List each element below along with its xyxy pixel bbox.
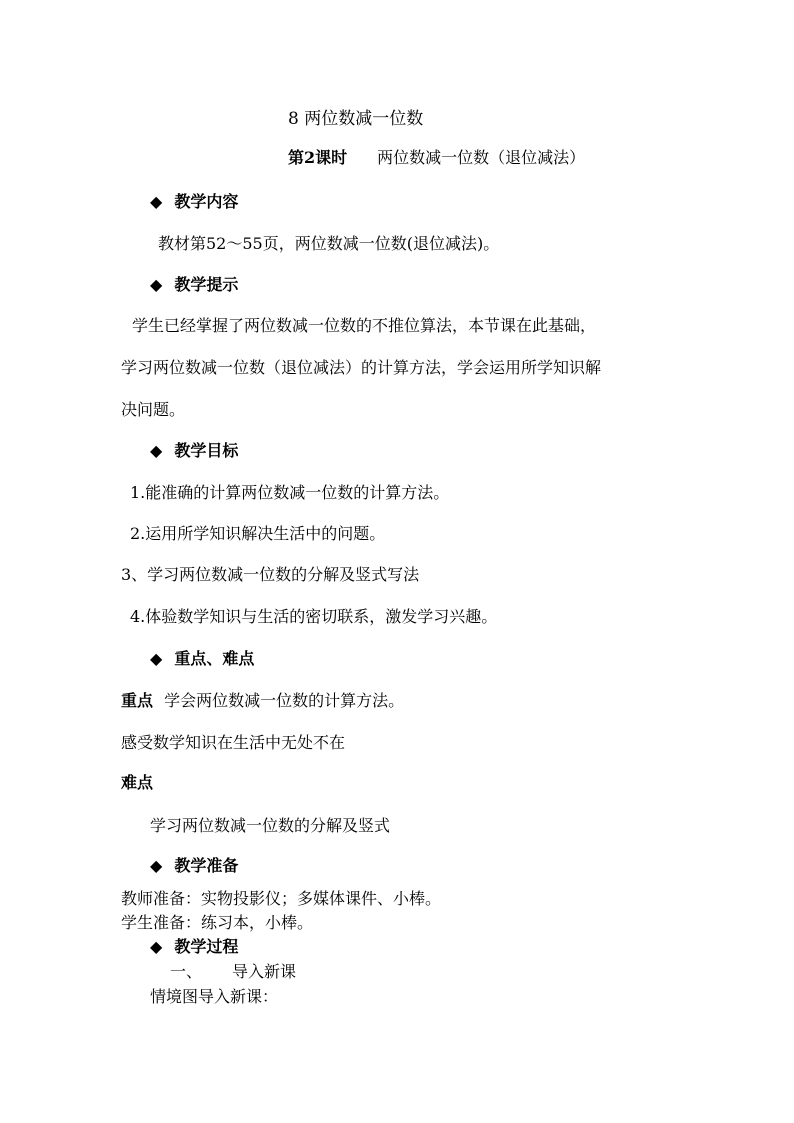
scene-text: 情境图导入新课：	[150, 987, 279, 1006]
heading-text: 教学内容	[174, 192, 239, 211]
step-title: 导入新课	[232, 962, 297, 981]
goal-item: 3、学习两位数减一位数的分解及竖式写法	[121, 565, 420, 584]
difficulty-label: 难点	[121, 773, 154, 792]
period-title: 两位数减一位数（退位减法）	[377, 148, 586, 167]
goal-item: 2.运用所学知识解决生活中的问题。	[130, 524, 386, 543]
key-point	[121, 693, 404, 709]
key-label: 重点	[121, 691, 154, 710]
difficulty-text: 学习两位数减一位数的分解及竖式	[150, 816, 391, 835]
lesson-subtitle	[288, 150, 585, 166]
section-heading-process	[150, 939, 238, 955]
goal-item: 4.体验数学知识与生活的密切联系，激发学习兴趣。	[130, 607, 498, 626]
diamond-bullet-icon: ◆	[150, 441, 163, 460]
prep-teacher: 教师准备：实物投影仪；多媒体课件、小棒。	[121, 889, 442, 908]
lesson-title: 8 两位数减一位数	[288, 109, 424, 129]
heading-text: 重点、难点	[174, 649, 255, 668]
diamond-bullet-icon: ◆	[150, 275, 163, 294]
diamond-bullet-icon: ◆	[150, 192, 163, 211]
feel-text: 感受数学知识在生活中无处不在	[121, 733, 346, 752]
diamond-bullet-icon: ◆	[150, 856, 163, 875]
hint-line-1: 学生已经掌握了两位数减一位数的不推位算法，本节课在此基础，	[132, 316, 597, 335]
section-heading-key	[150, 651, 254, 667]
diamond-bullet-icon: ◆	[150, 649, 163, 668]
heading-text: 教学提示	[174, 275, 239, 294]
hint-line-2: 学习两位数减一位数（退位减法）的计算方法，学会运用所学知识解	[121, 358, 602, 377]
step-heading	[170, 964, 296, 980]
hint-line-3: 决问题。	[121, 400, 186, 419]
section-heading-prep	[150, 858, 238, 874]
heading-text: 教学准备	[174, 856, 239, 875]
heading-text: 教学目标	[174, 441, 239, 460]
prep-student: 学生准备：练习本，小棒。	[121, 913, 314, 932]
diamond-bullet-icon: ◆	[150, 937, 163, 956]
section-heading-goals	[150, 443, 238, 459]
section-heading-hint	[150, 277, 238, 293]
goal-item: 1.能准确的计算两位数减一位数的计算方法。	[130, 483, 450, 502]
key-text: 学会两位数减一位数的计算方法。	[164, 691, 405, 710]
section-heading-content	[150, 194, 238, 210]
period-label: 第2课时	[288, 148, 348, 167]
heading-text: 教学过程	[174, 937, 239, 956]
content-text: 教材第52～55页，两位数减一位数(退位减法)。	[158, 234, 500, 253]
step-number: 一、	[170, 962, 203, 981]
